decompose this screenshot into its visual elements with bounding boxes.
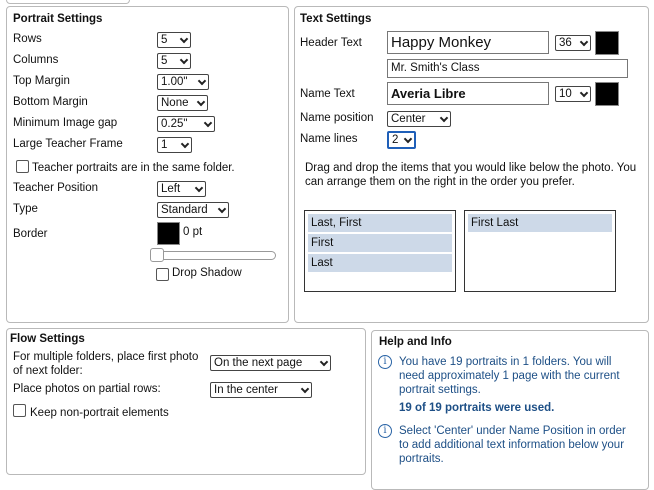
rows-select[interactable] (157, 32, 191, 48)
top-margin-value: 1.00" (161, 76, 188, 88)
bottom-margin-select[interactable] (157, 95, 208, 111)
multiple-folders-label: For multiple folders, place first photo of next folder: (13, 351, 199, 377)
list-item[interactable]: First Last (468, 214, 612, 232)
list-item[interactable]: First (308, 234, 452, 252)
name-color-swatch[interactable] (595, 82, 619, 106)
bottom-margin-value: None (161, 97, 189, 109)
multiple-folders-value: On the next page (214, 357, 303, 369)
drop-shadow-checkbox[interactable] (156, 268, 169, 281)
chevron-down-icon (218, 205, 226, 213)
teacher-frame-value: 1 (161, 139, 168, 151)
center-position-tip: Select 'Center' under Name Position in order to add additional text information below your portraits. (399, 425, 626, 465)
teacher-position-value: Left (161, 183, 181, 195)
teacher-position-label: Teacher Position (13, 182, 99, 194)
header-text-label: Header Text (300, 37, 362, 49)
chevron-down-icon (198, 77, 206, 85)
text-settings-title: Text Settings (300, 13, 372, 25)
chevron-down-icon (440, 114, 448, 122)
list-item[interactable]: Last, First (308, 214, 452, 232)
available-items-list[interactable] (304, 210, 456, 292)
header-subtitle-input[interactable]: Mr. Smith's Class (387, 59, 628, 78)
teacher-same-folder-label: Teacher portraits are in the same folder. (32, 162, 235, 174)
top-margin-select[interactable] (157, 74, 209, 90)
drop-shadow-label: Drop Shadow (172, 267, 242, 279)
chevron-down-icon (580, 89, 588, 97)
portrait-count-info: You have 19 portraits in 1 folders. You will need approximately 1 page with the current portrait settings. (399, 356, 620, 396)
name-font-input[interactable]: Averia Libre (387, 82, 549, 105)
chevron-down-icon (320, 358, 328, 366)
name-size-select[interactable] (555, 86, 591, 102)
image-gap-value: 0.25" (161, 118, 188, 130)
selected-items-list[interactable] (464, 210, 616, 292)
image-gap-select[interactable] (157, 116, 215, 132)
name-lines-value: 2 (392, 134, 399, 146)
name-lines-label: Name lines (300, 133, 358, 145)
chevron-down-icon (204, 119, 212, 127)
border-slider-handle[interactable] (150, 248, 164, 262)
border-slider-track[interactable] (152, 251, 276, 260)
border-color-swatch[interactable] (157, 222, 180, 245)
name-lines-select[interactable] (387, 131, 416, 149)
border-value: 0 pt (183, 226, 203, 238)
columns-label: Columns (13, 54, 59, 66)
chevron-down-icon (195, 184, 203, 192)
portraits-used-status: 19 of 19 portraits were used. (399, 402, 555, 414)
info-icon: i (378, 355, 392, 369)
header-size-select[interactable] (555, 35, 591, 51)
help-title: Help and Info (379, 336, 452, 348)
type-value: Standard (161, 204, 208, 216)
flow-settings-title: Flow Settings (10, 333, 85, 345)
multiple-folders-select[interactable] (210, 355, 331, 371)
chevron-down-icon (180, 35, 188, 43)
columns-select[interactable] (157, 53, 191, 69)
top-margin-label: Top Margin (13, 75, 70, 87)
info-icon: i (378, 424, 392, 438)
rows-label: Rows (13, 33, 42, 45)
name-size-value: 10 (559, 88, 572, 100)
teacher-frame-label: Large Teacher Frame (13, 138, 123, 150)
partial-rows-label: Place photos on partial rows: (13, 383, 161, 395)
image-gap-label: Minimum Image gap (13, 117, 118, 129)
header-size-value: 36 (559, 37, 572, 49)
bottom-margin-label: Bottom Margin (13, 96, 88, 108)
teacher-frame-select[interactable] (157, 137, 192, 153)
drag-drop-instructions: Drag and drop the items that you would like below the photo. You can arrange them on the right in the order you prefer. (305, 162, 637, 188)
chevron-down-icon (580, 38, 588, 46)
portrait-settings-title: Portrait Settings (13, 13, 103, 25)
border-label: Border (13, 228, 48, 240)
keep-non-portrait-label: Keep non-portrait elements (30, 407, 169, 419)
name-position-select[interactable] (387, 111, 451, 127)
teacher-position-select[interactable] (157, 181, 206, 197)
chevron-down-icon (181, 140, 189, 148)
columns-value: 5 (161, 55, 168, 67)
partial-rows-select[interactable] (210, 382, 312, 398)
tab-stub (6, 0, 130, 4)
header-color-swatch[interactable] (595, 31, 619, 55)
name-position-label: Name position (300, 112, 374, 124)
list-item[interactable]: Last (308, 254, 452, 272)
keep-non-portrait-checkbox[interactable] (13, 404, 26, 417)
chevron-down-icon (404, 135, 412, 143)
header-font-input[interactable]: Happy Monkey (387, 31, 549, 54)
rows-value: 5 (161, 34, 168, 46)
chevron-down-icon (197, 98, 205, 106)
type-select[interactable] (157, 202, 229, 218)
name-text-label: Name Text (300, 88, 355, 100)
chevron-down-icon (301, 385, 309, 393)
name-position-value: Center (391, 113, 426, 125)
type-label: Type (13, 203, 38, 215)
teacher-same-folder-checkbox[interactable] (16, 160, 29, 173)
partial-rows-value: In the center (214, 384, 278, 396)
chevron-down-icon (180, 56, 188, 64)
